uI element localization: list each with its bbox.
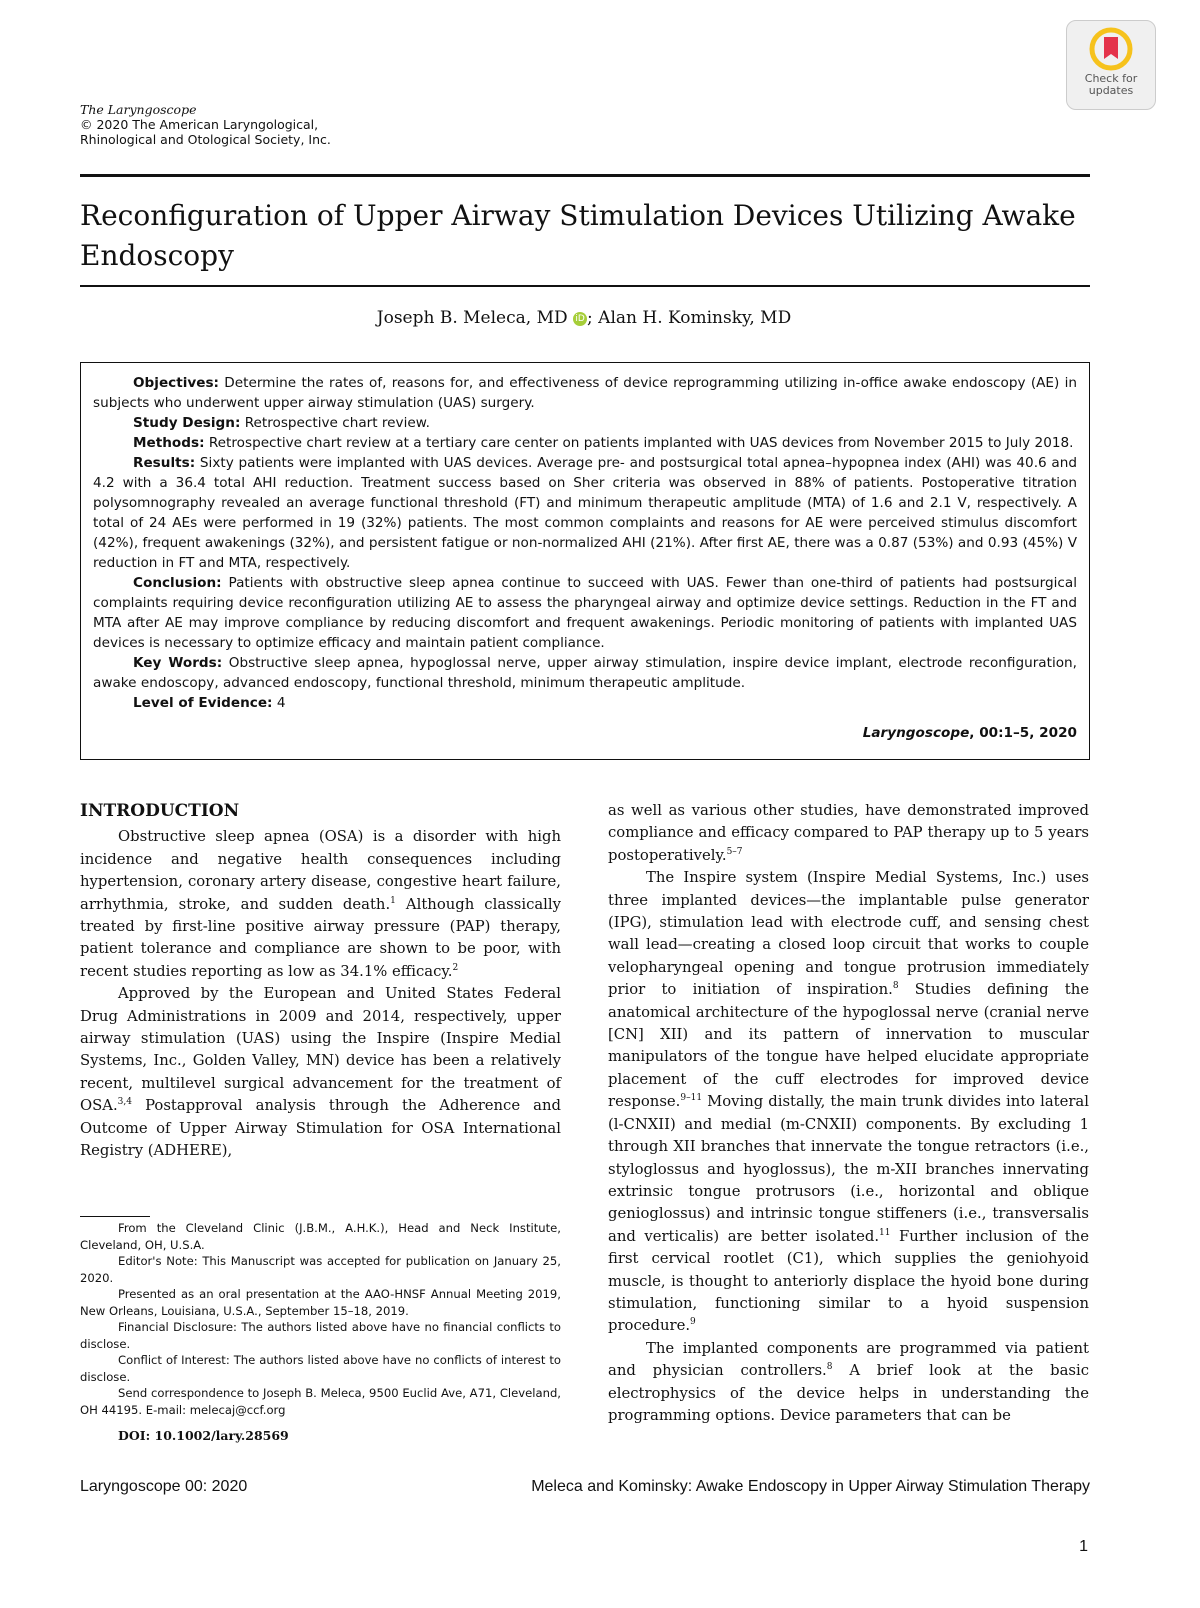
orcid-icon[interactable]: iD (573, 312, 587, 326)
footnote-correspondence: Send correspondence to Joseph B. Meleca, 9500 Euclid Ave, A71, Cleveland, OH 44195. E-mail: melecaj@ccf.org (80, 1386, 561, 1417)
abstract-objectives: Objectives: Determine the rates of, reasons for, and effectiveness of device reprogramming utilizing in-office awake endoscopy (AE) in subjects who underwent upper airway stimulation (UAS) surgery. (93, 375, 1077, 411)
abstract-box (80, 362, 1090, 760)
footnote-presentation: Presented as an oral presentation at the AAO-HNSF Annual Meeting 2019, New Orleans, Louisiana, U.S.A., September 15–18, 2019. (80, 1287, 561, 1318)
footnote-financial: Financial Disclosure: The authors listed above have no financial conflicts to disclose. (80, 1320, 561, 1351)
journal-meta (80, 102, 331, 147)
journal-name: The Laryngoscope (80, 102, 197, 117)
footer-running-title: Meleca and Kominsky: Awake Endoscopy in Upper Airway Stimulation Therapy (531, 1478, 1090, 1495)
footnote-affiliation: From the Cleveland Clinic (J.B.M., A.H.K.), Head and Neck Institute, Cleveland, OH, U.S.A. (80, 1221, 561, 1252)
abstract-citation: Laryngoscope, 00:1–5, 2020 (862, 725, 1077, 741)
abstract-results: Results: Sixty patients were implanted with UAS devices. Average pre- and postsurgical total apnea–hypopnea index (AHI) was 40.6 and 4.2 with a 36.4 total AHI reduction. Treatment success based on Sher criteria was observed in 88% of patients. Postoperative titration polysomnography revealed an average functional threshold (FT) and minimum therapeutic amplitude (MTA) of 1.6 and 2.1 V, respectively. A total of 24 AEs were performed in 19 (32%) patients. The most common complaints and reasons for AE were perceived stimulus discomfort (42%), frequent awakenings (32%), and persistent fatigue or non-normalized AHI (21%). After first AE, there was a 0.87 (53%) and 0.93 (45%) V reduction in FT and MTA, respectively. (93, 455, 1077, 571)
abstract-level: Level of Evidence: 4 (133, 695, 286, 711)
intro-paragraph-3: The Inspire system (Inspire Medial Systems, Inc.) uses three implanted devices—the implantable pulse generator (IPG), stimulation lead with electrode cuff, and sensing chest wall lead—creating a closed loop circuit that works to couple velopharyngeal opening and tongue protrusion immediately prior to initiation of inspiration.$^8$ Studies defining the anatomical architecture of the hypoglossal nerve (cranial nerve [CN] XII) and its pattern of innervation to muscular manipulators of the tongue have helped elucidate appropriate placement of the cuff electrodes for improved device response.$^{9-11}$ Moving distally, the main trunk divides into lateral (l-CNXII) and medial (m-CNXII) components. By excluding 1 through XII branches that innervate the tongue retractors (i.e., styloglossus and hyoglossus), the m-XII branches innervating extrinsic tongue protrusors (i.e., horizontal and oblique genioglossus) and intrinsic tongue stiffeners (i.e., transversalis and verticalis) are better isolated.$^{11}$ Further inclusion of the first cervical rootlet (C1), which supplies the geniohyoid muscle, is thought to anteriorly displace the hyoid bone during stimulation, functioning similar to a hyoid suspension procedure.$^9$ (608, 869, 1090, 1335)
intro-paragraph-2: Approved by the European and United States Federal Drug Administrations in 2009 and 2014, respectively, upper airway stimulation (UAS) using the Inspire (Inspire Medial Systems, Inc., Golden Valley, MN) device has been a relatively recent, multilevel surgical advancement for the treatment of OSA.$^{3,4}$ Postapproval analysis through the Adherence and Outcome of Upper Airway Stimulation for OSA International Registry (ADHERE), (80, 985, 561, 1160)
check-for-updates-badge[interactable] (1066, 20, 1156, 110)
abstract-keywords: Key Words: Obstructive sleep apnea, hypoglossal nerve, upper airway stimulation, inspire device implant, electrode reconfiguration, awake endoscopy, advanced endoscopy, functional threshold, minimum therapeutic amplitude. (93, 655, 1077, 691)
footer-journal: Laryngoscope 00: 2020 (80, 1478, 248, 1495)
abstract-design: Study Design: Retrospective chart review. (133, 415, 430, 431)
page-number: 1 (1079, 1538, 1088, 1555)
footnote-divider (80, 1216, 150, 1217)
intro-paragraph-2-cont: as well as various other studies, have demonstrated improved compliance and efficacy compared to PAP therapy up to 5 years postoperatively.$^{5-7}$ (608, 802, 1089, 864)
badge-line2: updates (1088, 84, 1134, 97)
footnotes (80, 1220, 561, 1418)
badge-line1: Check for (1084, 72, 1138, 85)
footnote-editors-note: Editor's Note: This Manuscript was accepted for publication on January 25, 2020. (80, 1254, 561, 1285)
title-top-rule (80, 174, 1090, 177)
author-line (0, 308, 1168, 328)
intro-paragraph-4: The implanted components are programmed via patient and physician controllers.$^8$ A brief look at the basic electrophysics of the device helps in understanding the programming options. Device parameters that can be (608, 1339, 1089, 1424)
author-meleca: Joseph B. Meleca, MD (376, 308, 568, 328)
abstract-methods: Methods: Retrospective chart review at a tertiary care center on patients implanted with UAS devices from November 2015 to July 2018. (133, 435, 1074, 451)
crossmark-icon (1089, 27, 1133, 71)
left-column (80, 800, 561, 1163)
society-line: Rhinological and Otological Society, Inc. (80, 132, 331, 147)
abstract-conclusion: Conclusion: Patients with obstructive sleep apnea continue to succeed with UAS. Fewer than one-third of patients had postsurgical complaints requiring device reconfiguration utilizing AE to assess the pharyngeal airway and optimize device settings. Reduction in the FT and MTA after AE may improve compliance by reducing discomfort and frequent awakenings. Periodic monitoring of patients with implanted UAS devices is necessary to optimize efficacy and maintain patient compliance. (93, 575, 1077, 651)
title-bottom-rule (80, 285, 1090, 287)
author-kominsky: ; Alan H. Kominsky, MD (587, 308, 792, 328)
intro-paragraph-1: Obstructive sleep apnea (OSA) is a disorder with high incidence and negative health consequences including hypertension, coronary artery disease, congestive heart failure, arrhythmia, stroke, and sudden death.$^1$ Although classically treated by first-line positive airway pressure (PAP) therapy, patient tolerance and compliance are shown to be poor, with recent studies reporting as low as 34.1% efficacy.$^2$ (80, 828, 562, 980)
right-column (608, 800, 1089, 1427)
copyright-line: © 2020 The American Laryngological, (80, 117, 319, 132)
section-heading-introduction: INTRODUCTION (80, 801, 240, 821)
article-title: Reconfiguration of Upper Airway Stimulation Devices Utilizing Awake Endoscopy (80, 199, 1076, 272)
doi-link[interactable]: DOI: 10.1002/lary.28569 (118, 1428, 289, 1443)
footnote-conflict: Conflict of Interest: The authors listed above have no conflicts of interest to disclose. (80, 1353, 561, 1384)
